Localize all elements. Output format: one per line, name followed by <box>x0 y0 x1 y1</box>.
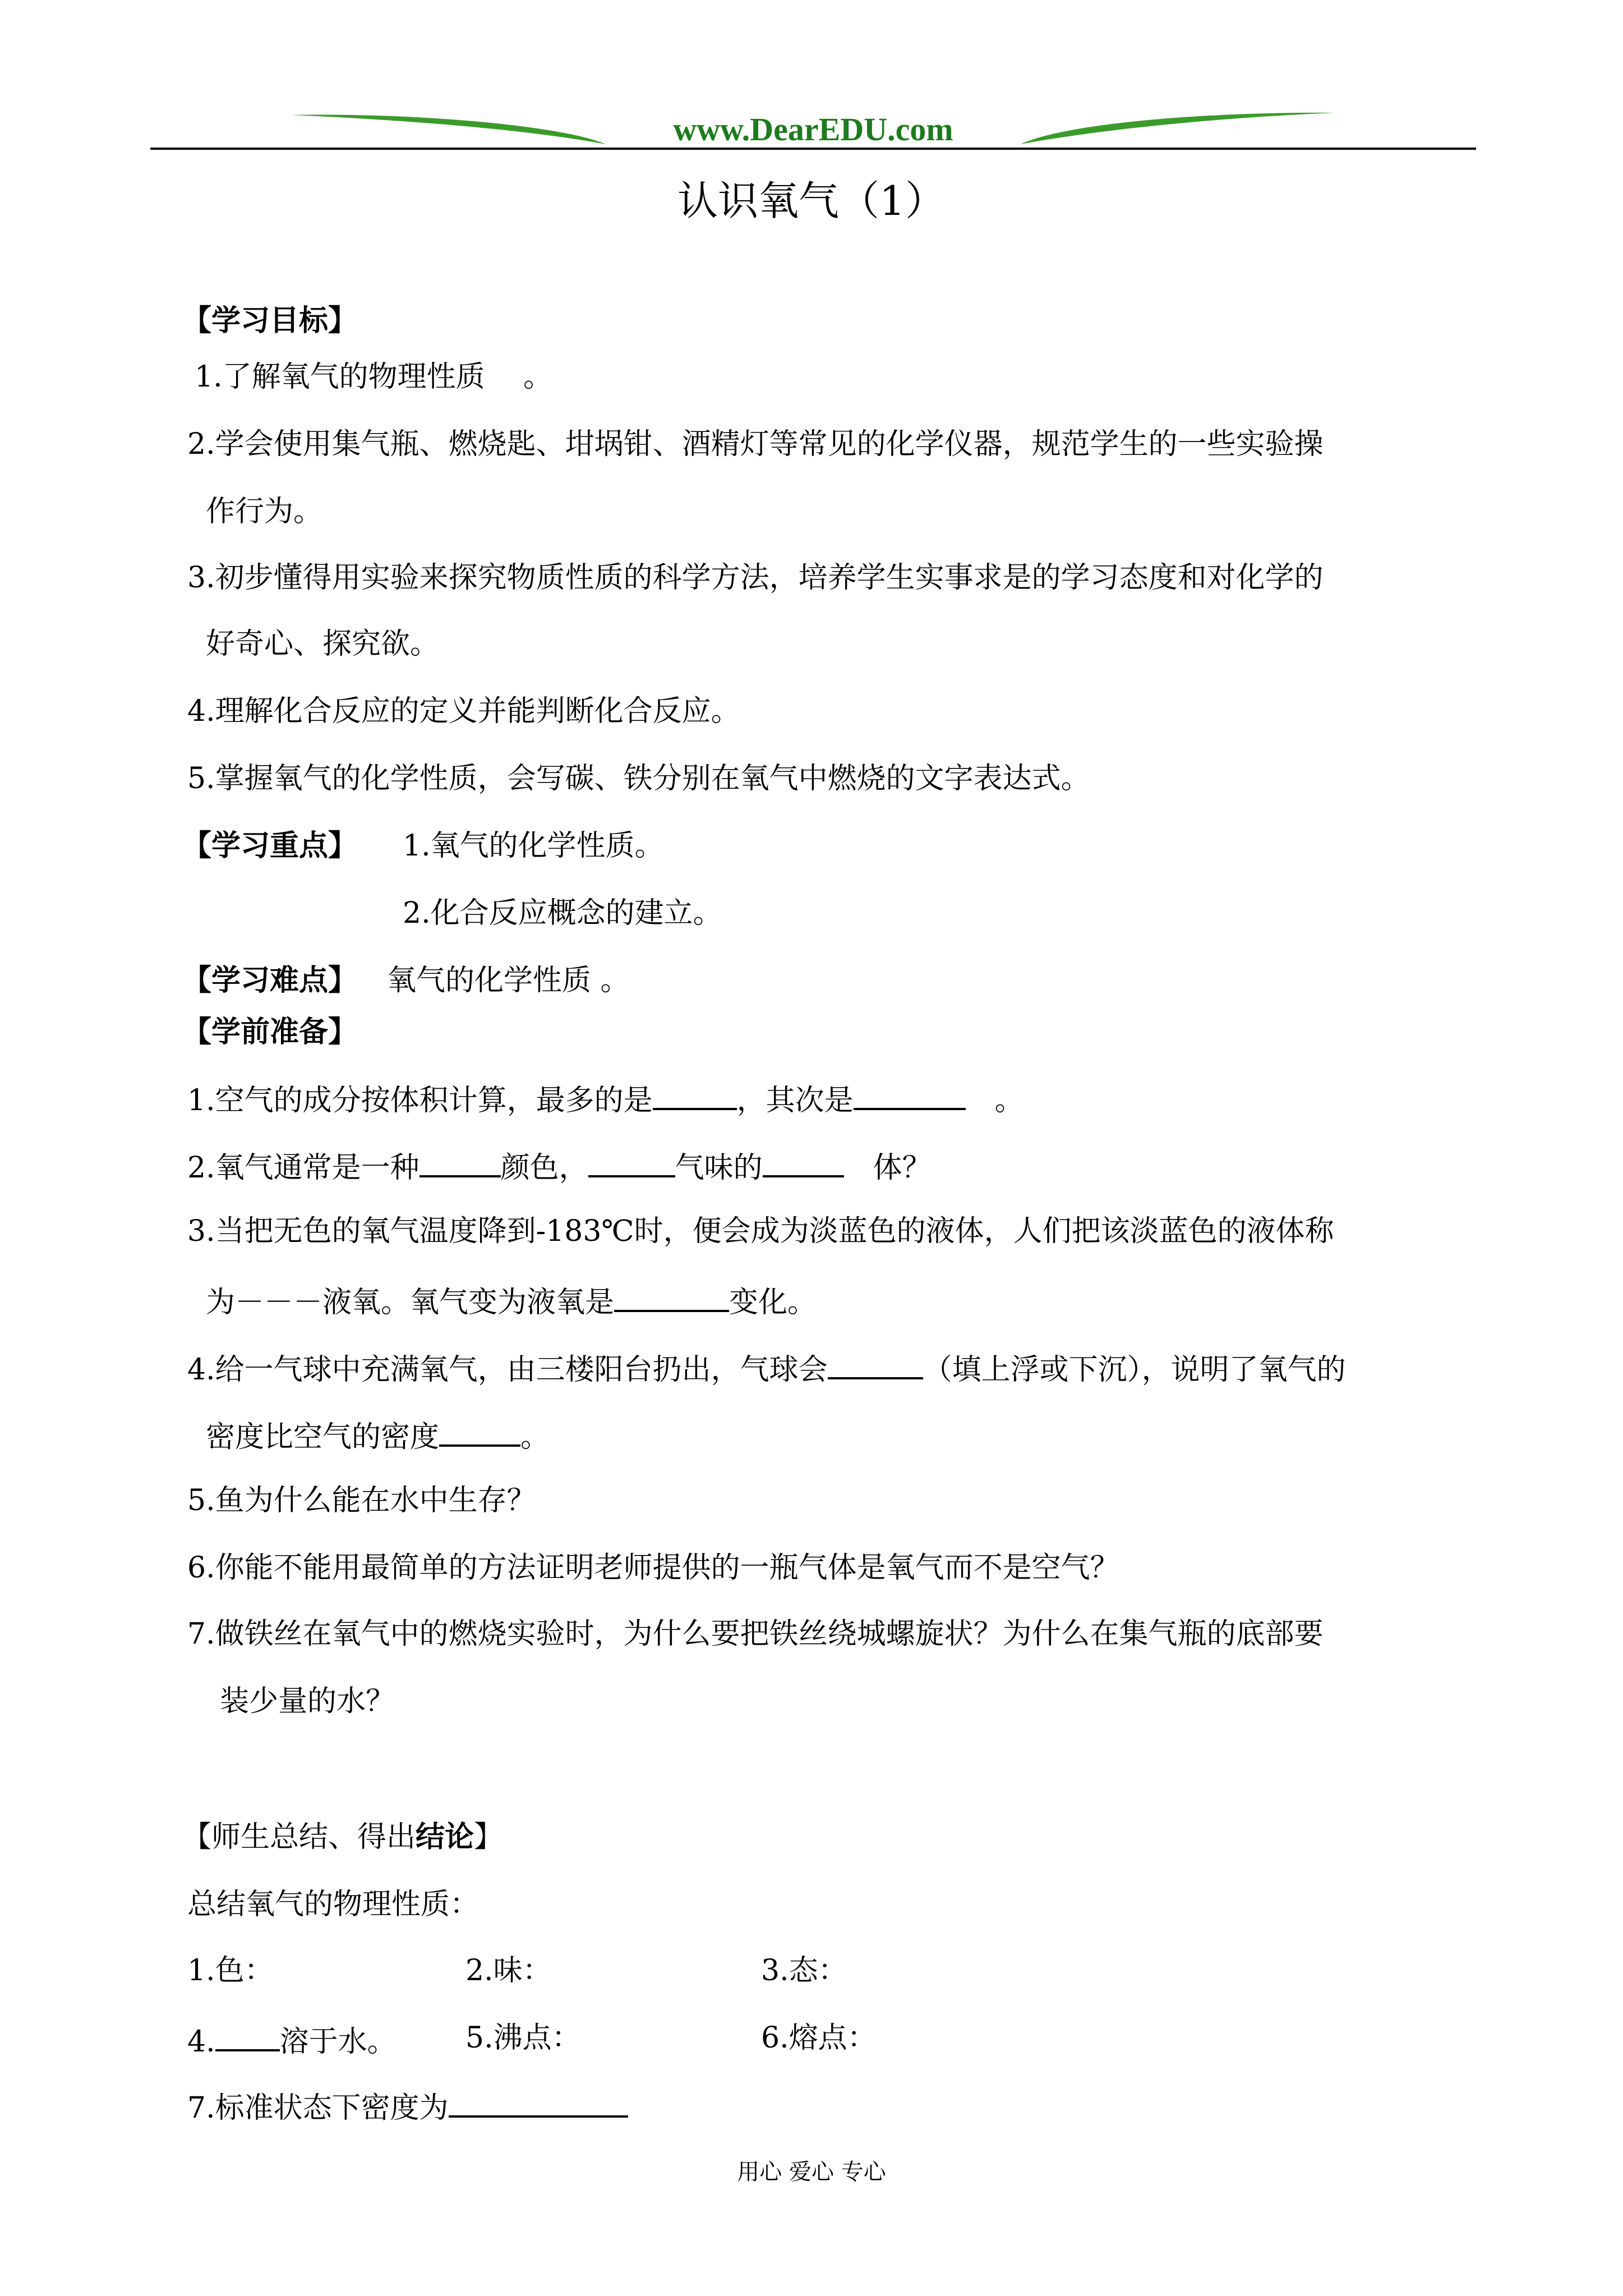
conclusion-heading-a: 【师生总结、得出 <box>182 1820 416 1854</box>
q2-text-b: 颜色， <box>500 1151 588 1185</box>
q2-text-c: 气味的 <box>675 1151 763 1185</box>
c7-blank[interactable] <box>449 2087 628 2118</box>
difficulty-heading: 【学习难点】 <box>182 963 358 997</box>
q4-blank-2[interactable] <box>439 1416 520 1447</box>
header-rule <box>150 148 1476 150</box>
c7-text: 7.标准状态下密度为 <box>187 2091 449 2125</box>
prep-question-7: 7.做铁丝在氧气中的燃烧实验时，为什么要把铁丝绕城螺旋状？为什么在集气瓶的底部要 <box>187 1617 1324 1651</box>
c4-text-a: 4. <box>187 2025 215 2059</box>
q2-blank-2[interactable] <box>588 1147 675 1177</box>
prep-question-4 <box>187 1349 1346 1387</box>
logo-text: www.DearEDU.com <box>673 111 953 148</box>
key-point-1: 1.氧气的化学性质。 <box>403 829 664 863</box>
objective-1: 1.了解氧气的物理性质 。 <box>195 360 553 394</box>
conclusion-heading-c: 】 <box>474 1820 504 1854</box>
objectives-heading: 【学习目标】 <box>182 303 358 338</box>
page-title: 认识氧气（1） <box>677 177 946 224</box>
prep-question-6: 6.你能不能用最简单的方法证明老师提供的一瓶气体是氧气而不是空气？ <box>187 1551 1119 1585</box>
conclusion-heading-b: 结论 <box>416 1820 474 1854</box>
q3-blank[interactable] <box>614 1282 729 1312</box>
q1-text-b: ，其次是 <box>736 1084 854 1117</box>
key-points-heading: 【学习重点】 <box>182 829 358 863</box>
q3-text-b: 变化。 <box>729 1286 817 1319</box>
objective-2-cont: 作行为。 <box>206 495 323 528</box>
prep-question-3-cont <box>206 1282 817 1319</box>
q1-blank-1[interactable] <box>653 1080 737 1110</box>
objective-3-cont: 好奇心、探究欲。 <box>206 627 440 661</box>
property-state: 3.态： <box>761 1954 847 1987</box>
prep-question-1 <box>187 1080 1024 1117</box>
q4-blank-1[interactable] <box>828 1349 923 1379</box>
q2-text-d: 体？ <box>843 1151 932 1185</box>
property-smell: 2.味： <box>465 1954 552 1987</box>
conclusion-heading <box>182 1820 503 1854</box>
property-melting-point: 6.熔点： <box>761 2021 877 2055</box>
property-color: 1.色： <box>187 1954 274 1987</box>
right-swoosh-icon <box>1021 113 1335 144</box>
objective-2: 2.学会使用集气瓶、燃烧匙、坩埚钳、酒精灯等常见的化学仪器，规范学生的一些实验操 <box>187 427 1324 461</box>
difficulty-text: 氧气的化学性质 。 <box>387 964 630 997</box>
c4-text-b: 溶于水。 <box>279 2025 396 2059</box>
q4-text-b: （填上浮或下沉），说明了氧气的 <box>923 1353 1346 1387</box>
q2-text-a: 2.氧气通常是一种 <box>187 1151 419 1185</box>
q1-blank-2[interactable] <box>854 1080 966 1110</box>
q3-text-a: 为－－－液氧。氧气变为液氧是 <box>206 1286 615 1319</box>
q4-text-d: 。 <box>520 1420 550 1454</box>
q2-blank-3[interactable] <box>763 1147 844 1177</box>
prep-question-5: 5.鱼为什么能在水中生存？ <box>187 1484 536 1517</box>
site-logo <box>292 109 1335 149</box>
objective-4: 4.理解化合反应的定义并能判断化合反应。 <box>187 694 740 728</box>
left-swoosh-icon <box>292 115 606 144</box>
prep-question-7-cont: 装少量的水？ <box>220 1685 395 1718</box>
q4-text-c: 密度比空气的密度 <box>206 1420 440 1454</box>
preparation-heading: 【学前准备】 <box>182 1015 358 1049</box>
prep-question-4-cont <box>206 1416 550 1454</box>
conclusion-intro: 总结氧气的物理性质： <box>187 1888 479 1921</box>
page-footer: 用心 爱心 专心 <box>737 2159 886 2185</box>
property-boiling-point: 5.沸点： <box>465 2021 581 2055</box>
prep-question-3: 3.当把无色的氧气温度降到-183℃时，便会成为淡蓝色的液体，人们把该淡蓝色的液体称 <box>187 1214 1334 1248</box>
q1-text-c: 。 <box>965 1084 1024 1117</box>
prep-question-2 <box>187 1147 932 1185</box>
property-solubility <box>187 2021 396 2059</box>
c4-blank[interactable] <box>215 2021 280 2051</box>
q2-blank-1[interactable] <box>419 1147 501 1177</box>
property-density <box>187 2087 628 2125</box>
q4-text-a: 4.给一气球中充满氧气，由三楼阳台扔出，气球会 <box>187 1353 828 1387</box>
key-point-2: 2.化合反应概念的建立。 <box>403 896 722 930</box>
objective-3: 3.初步懂得用实验来探究物质性质的科学方法，培养学生实事求是的学习态度和对化学的 <box>187 561 1324 595</box>
q1-text-a: 1.空气的成分按体积计算，最多的是 <box>187 1084 653 1117</box>
objective-5: 5.掌握氧气的化学性质，会写碳、铁分别在氧气中燃烧的文字表达式。 <box>187 762 1090 795</box>
